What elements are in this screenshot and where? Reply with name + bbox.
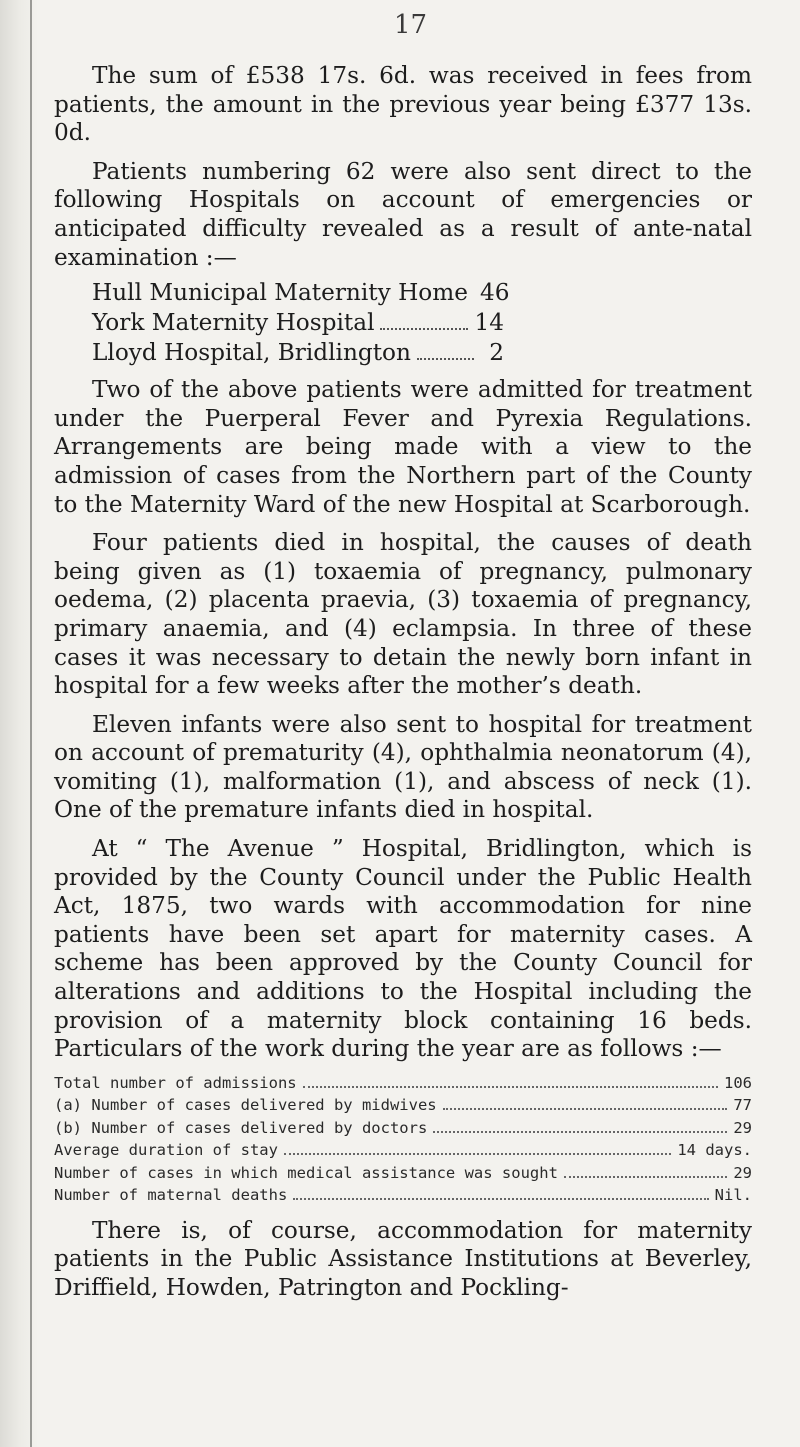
hospital-row (92, 278, 510, 308)
paragraph-fees: The sum of £538 17s. 6d. was received in fees from patients, the amount in the previous year being £377 13s. 0d. (54, 62, 752, 147)
leader-dots (417, 357, 474, 360)
leader-dots (443, 1107, 728, 1110)
statistic-label: Number of maternal deaths (54, 1186, 288, 1205)
leader-dots (564, 1175, 727, 1178)
paragraph-puerperal: Two of the above patients were admitted for treatment under the Puerperal Fever and Pyrexia Regulations. Arrangements are being made with a view to the admission of cases from the Northern part of the County to the Maternity Ward of the new Hospital at Scarborough. (54, 376, 752, 518)
statistic-label: Number of cases in which medical assistance was sought (54, 1163, 558, 1182)
leader-dots (433, 1130, 727, 1133)
paragraph-deaths: Four patients died in hospital, the causes of death being given as (1) toxaemia of pregnancy, pulmonary oedema, (2) placenta praevia, (3) toxaemia of pregnancy, primary anaemia, and (4) eclampsia. In three of these cases it was necessary to detain the newly born infant in hospital for a few weeks after the mother’s death. (54, 529, 752, 700)
hospital-name: Lloyd Hospital, Bridlington (92, 339, 411, 367)
leader-dots (380, 327, 468, 330)
paragraph-public-assistance: There is, of course, accommodation for maternity patients in the Public Assistance Institutions at Beverley, Driffield, Howden, Patrington and Pockling- (54, 1216, 752, 1301)
page-edge-line (30, 0, 32, 1447)
hospital-name: Hull Municipal Maternity Home (92, 279, 468, 307)
statistic-row (54, 1072, 752, 1095)
statistic-row (54, 1184, 752, 1207)
statistic-row (54, 1162, 752, 1185)
statistic-row (54, 1094, 752, 1117)
statistic-value: 29 (733, 1163, 752, 1182)
binding-shadow (0, 0, 38, 1447)
statistic-label: (a) Number of cases delivered by midwives (54, 1096, 437, 1115)
paragraph-emergencies: Patients numbering 62 were also sent direct to the following Hospitals on account of emergencies or anticipated difficulty revealed as a result of ante-natal examination :— (54, 157, 752, 271)
statistic-value: Nil. (714, 1186, 752, 1205)
statistic-value: 29 (733, 1118, 752, 1137)
statistic-row (54, 1117, 752, 1140)
leader-dots (303, 1085, 718, 1088)
statistic-label: Total number of admissions (54, 1073, 297, 1092)
paragraph-avenue-hospital: At “ The Avenue ” Hospital, Bridlington, which is provided by the County Council under the Public Health Act, 1875, two wards with accommodation for nine patients have been set apart for maternity cases. A scheme has been approved by the County Council for alterations and additions to the Hospital including the provision of a maternity block containing 16 beds. Particulars of the work during the year are as follows :— (54, 835, 752, 1063)
hospital-count: 46 (479, 279, 510, 307)
page-number: 17 (394, 10, 428, 40)
hospital-list (92, 278, 510, 368)
statistic-value: 77 (733, 1096, 752, 1115)
statistics-table (54, 1072, 752, 1207)
leader-dots (293, 1197, 708, 1200)
hospital-name: York Maternity Hospital (92, 309, 375, 337)
hospital-count: 2 (489, 339, 504, 367)
hospital-count: 14 (474, 309, 504, 337)
statistic-value: 106 (724, 1073, 752, 1092)
statistic-label: (b) Number of cases delivered by doctors (54, 1118, 428, 1137)
statistic-label: Average duration of stay (54, 1141, 278, 1160)
statistic-value: 14 days. (677, 1141, 752, 1160)
hospital-row (92, 338, 504, 368)
document-body (54, 62, 752, 1303)
statistic-row (54, 1139, 752, 1162)
paragraph-infants: Eleven infants were also sent to hospital for treatment on account of prematurity (4), ophthalmia neonatorum (4), vomiting (1), malformation (1), and abscess of neck (1). One of the premature infants died in hospital. (54, 710, 752, 824)
leader-dots (284, 1152, 671, 1155)
hospital-row (92, 308, 504, 338)
